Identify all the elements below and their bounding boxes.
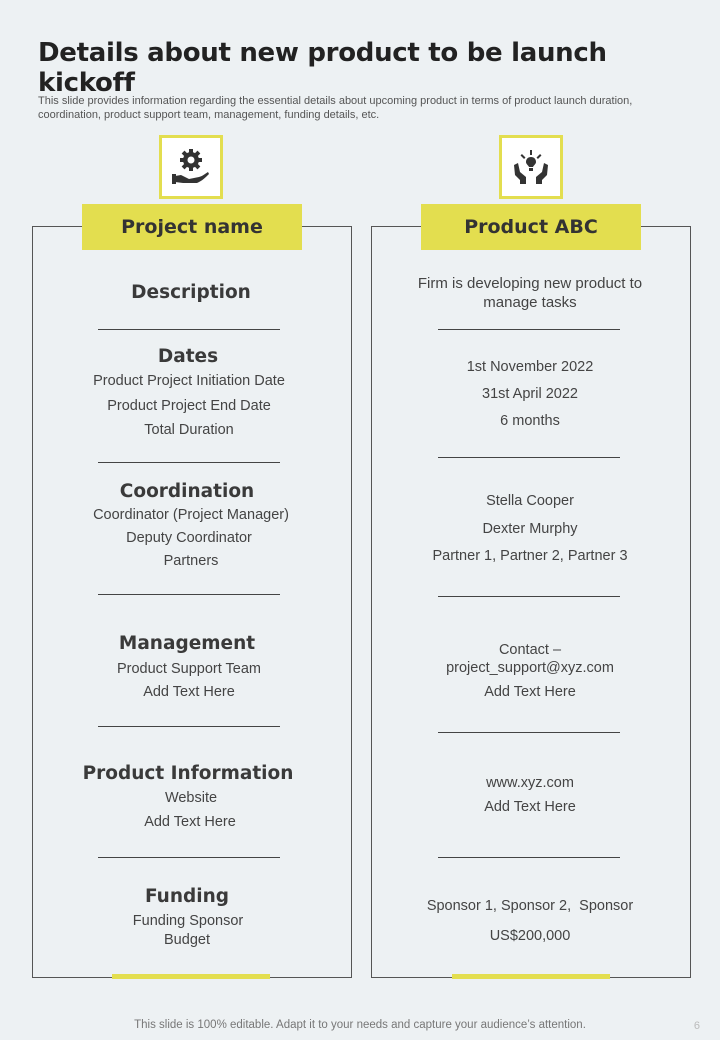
product-information-value: www.xyz.com [486, 775, 574, 791]
coordination-value: Stella Cooper [486, 493, 574, 509]
product-information-value: Add Text Here [484, 799, 576, 815]
management-item: Add Text Here [143, 684, 235, 700]
left-divider [98, 594, 280, 595]
right-divider [438, 732, 620, 733]
dates-item: Total Duration [144, 422, 234, 438]
left-panel [32, 226, 352, 978]
right-divider [438, 857, 620, 858]
right-divider [438, 457, 620, 458]
right-accent-bar [452, 974, 610, 979]
dates-item: Product Project Initiation Date [93, 373, 285, 389]
left-icon-box [159, 135, 223, 199]
page-subtitle: This slide provides information regarding the essential details about upcoming product in terms of product launch duration, coordination, product support team, management, funding details, etc. [38, 95, 633, 121]
page-title: Details about new product to be launch kickoff [38, 38, 607, 98]
funding-item: Budget [164, 932, 210, 948]
coordination-value: Partner 1, Partner 2, Partner 3 [432, 548, 628, 564]
description-value: Firm is developing new product to manage tasks [417, 275, 643, 311]
coordination-heading: Coordination [119, 481, 255, 502]
management-value: Contact – [498, 642, 562, 658]
left-accent-bar [112, 974, 270, 979]
left-divider [98, 329, 280, 330]
coordination-item: Deputy Coordinator [126, 530, 252, 546]
right-panel [371, 226, 691, 978]
funding-heading: Funding [144, 886, 230, 907]
management-value: project_support@xyz.com [446, 660, 614, 676]
right-divider [438, 596, 620, 597]
dates-value: 31st April 2022 [482, 386, 578, 402]
hands-idea-icon [511, 148, 551, 186]
product-information-heading: Product Information [82, 763, 294, 784]
description-heading: Description [131, 282, 251, 303]
footer-note: This slide is 100% editable. Adapt it to your needs and capture your audience’s attention. [134, 1019, 586, 1031]
management-heading: Management [118, 633, 256, 654]
funding-item: Funding Sponsor [132, 913, 244, 929]
left-divider [98, 726, 280, 727]
funding-value: Sponsor 1, Sponsor 2, Sponsor [426, 898, 634, 914]
product-information-item: Website [164, 790, 218, 806]
funding-value: US$200,000 [489, 928, 571, 944]
management-item: Product Support Team [116, 661, 261, 677]
dates-value: 1st November 2022 [466, 359, 594, 375]
coordination-value: Dexter Murphy [482, 521, 578, 537]
coordination-item: Partners [163, 553, 219, 569]
right-icon-box [499, 135, 563, 199]
management-value: Add Text Here [484, 684, 576, 700]
project-name-tag: Project name [82, 204, 302, 250]
left-divider [98, 462, 280, 463]
product-abc-tag: Product ABC [421, 204, 641, 250]
product-information-item: Add Text Here [144, 814, 236, 830]
dates-item: Product Project End Date [107, 398, 271, 414]
dates-value: 6 months [500, 413, 560, 429]
right-divider [438, 329, 620, 330]
coordination-item: Coordinator (Project Manager) [93, 507, 289, 523]
dates-heading: Dates [157, 346, 219, 367]
hand-gear-icon [171, 148, 211, 186]
left-divider [98, 857, 280, 858]
page-number: 6 [693, 1020, 700, 1032]
